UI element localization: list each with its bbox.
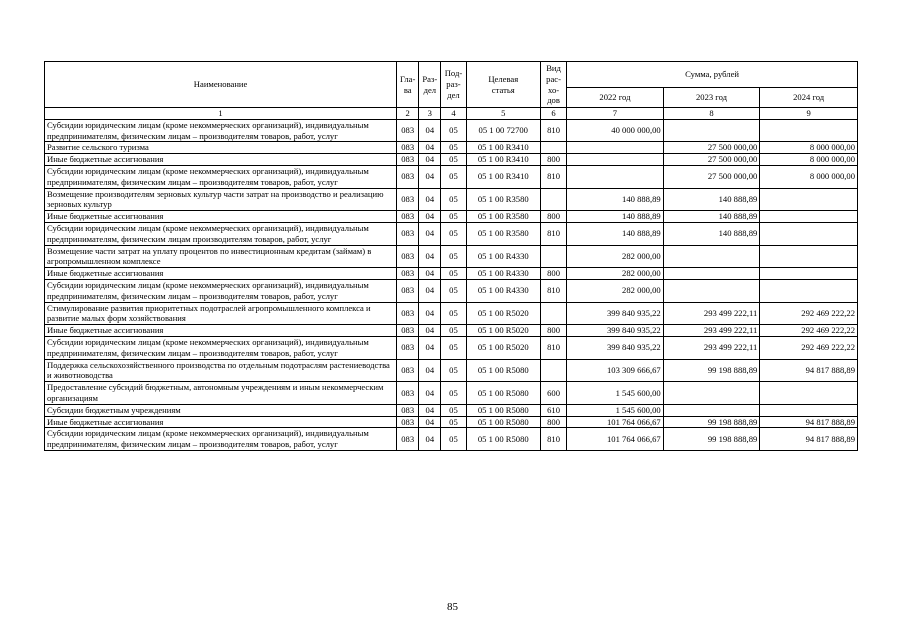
row-celevaya: 05 1 00 R3580 bbox=[466, 222, 540, 245]
row-razdel: 04 bbox=[419, 165, 441, 188]
row-amount-2024 bbox=[760, 382, 858, 405]
row-amount-2023: 99 198 888,89 bbox=[663, 359, 760, 382]
column-number: 4 bbox=[441, 108, 466, 120]
table-row bbox=[45, 211, 858, 223]
row-vid bbox=[540, 142, 566, 154]
row-amount-2024: 292 469 222,22 bbox=[760, 336, 858, 359]
row-glava: 083 bbox=[397, 142, 419, 154]
row-vid: 810 bbox=[540, 222, 566, 245]
row-razdel: 04 bbox=[419, 382, 441, 405]
row-celevaya: 05 1 00 R3410 bbox=[466, 154, 540, 166]
row-amount-2022: 103 309 666,67 bbox=[567, 359, 664, 382]
row-razdel: 04 bbox=[419, 211, 441, 223]
row-amount-2023 bbox=[663, 268, 760, 280]
row-podrazdel: 05 bbox=[441, 382, 466, 405]
row-amount-2022 bbox=[567, 165, 664, 188]
row-amount-2024: 8 000 000,00 bbox=[760, 165, 858, 188]
table-row bbox=[45, 222, 858, 245]
row-amount-2023: 27 500 000,00 bbox=[663, 165, 760, 188]
row-razdel: 04 bbox=[419, 188, 441, 211]
row-amount-2024: 292 469 222,22 bbox=[760, 325, 858, 337]
row-amount-2023: 293 499 222,11 bbox=[663, 302, 760, 325]
row-celevaya: 05 1 00 R3580 bbox=[466, 211, 540, 223]
row-glava: 083 bbox=[397, 404, 419, 416]
row-amount-2022: 399 840 935,22 bbox=[567, 302, 664, 325]
row-razdel: 04 bbox=[419, 325, 441, 337]
row-glava: 083 bbox=[397, 165, 419, 188]
row-celevaya: 05 1 00 R5080 bbox=[466, 359, 540, 382]
row-razdel: 04 bbox=[419, 302, 441, 325]
table-row bbox=[45, 336, 858, 359]
row-name: Стимулирование развития приоритетных подотраслей агропромышленного комплекса и развитие малых форм хозяйствования bbox=[45, 302, 397, 325]
column-number: 6 bbox=[540, 108, 566, 120]
row-vid bbox=[540, 359, 566, 382]
row-glava: 083 bbox=[397, 268, 419, 280]
row-podrazdel: 05 bbox=[441, 211, 466, 223]
row-amount-2022: 140 888,89 bbox=[567, 222, 664, 245]
row-amount-2024 bbox=[760, 279, 858, 302]
row-podrazdel: 05 bbox=[441, 359, 466, 382]
column-number: 7 bbox=[567, 108, 664, 120]
row-razdel: 04 bbox=[419, 119, 441, 142]
row-vid: 810 bbox=[540, 119, 566, 142]
row-glava: 083 bbox=[397, 336, 419, 359]
header-row-1 bbox=[45, 62, 858, 88]
row-razdel: 04 bbox=[419, 428, 441, 451]
row-amount-2024 bbox=[760, 222, 858, 245]
row-celevaya: 05 1 00 R5080 bbox=[466, 382, 540, 405]
row-vid: 800 bbox=[540, 211, 566, 223]
row-name: Субсидии юридическим лицам (кроме некоммерческих организаций), индивидуальным предпринимателям, физическим лицам производителям товаров, работ, услуг bbox=[45, 222, 397, 245]
header-name: Наименование bbox=[45, 62, 397, 108]
table-row bbox=[45, 325, 858, 337]
row-amount-2022: 140 888,89 bbox=[567, 188, 664, 211]
row-name: Иные бюджетные ассигнования bbox=[45, 268, 397, 280]
row-amount-2023: 140 888,89 bbox=[663, 188, 760, 211]
column-number: 8 bbox=[663, 108, 760, 120]
row-amount-2023: 140 888,89 bbox=[663, 222, 760, 245]
row-podrazdel: 05 bbox=[441, 165, 466, 188]
row-amount-2022 bbox=[567, 142, 664, 154]
row-name: Иные бюджетные ассигнования bbox=[45, 154, 397, 166]
row-razdel: 04 bbox=[419, 336, 441, 359]
row-amount-2022 bbox=[567, 154, 664, 166]
row-glava: 083 bbox=[397, 302, 419, 325]
table-row bbox=[45, 416, 858, 428]
row-name: Возмещение производителям зерновых культур части затрат на производство и реализацию зерновых культур bbox=[45, 188, 397, 211]
table-row bbox=[45, 245, 858, 268]
budget-table bbox=[44, 61, 858, 451]
row-razdel: 04 bbox=[419, 222, 441, 245]
row-amount-2022: 399 840 935,22 bbox=[567, 325, 664, 337]
header-year-2022: 2022 год bbox=[567, 88, 664, 108]
row-amount-2024 bbox=[760, 404, 858, 416]
row-amount-2022: 399 840 935,22 bbox=[567, 336, 664, 359]
row-vid: 800 bbox=[540, 154, 566, 166]
row-celevaya: 05 1 00 R3580 bbox=[466, 188, 540, 211]
header-celevaya: Целевая статья bbox=[466, 62, 540, 108]
header-summa: Сумма, рублей bbox=[567, 62, 858, 88]
table-row bbox=[45, 165, 858, 188]
table-row bbox=[45, 302, 858, 325]
row-name: Субсидии юридическим лицам (кроме некоммерческих организаций), индивидуальным предпринимателям, физическим лицам – производителям товаров, работ, услуг bbox=[45, 428, 397, 451]
header-year-2024: 2024 год bbox=[760, 88, 858, 108]
row-amount-2022: 1 545 600,00 bbox=[567, 382, 664, 405]
row-celevaya: 05 1 00 R3410 bbox=[466, 142, 540, 154]
row-podrazdel: 05 bbox=[441, 142, 466, 154]
row-glava: 083 bbox=[397, 359, 419, 382]
row-amount-2023: 293 499 222,11 bbox=[663, 325, 760, 337]
row-celevaya: 05 1 00 R4330 bbox=[466, 245, 540, 268]
table-body bbox=[45, 119, 858, 450]
row-name: Поддержка сельскохозяйственного производства по отдельным подотраслям растениеводства и животноводства bbox=[45, 359, 397, 382]
table-row bbox=[45, 382, 858, 405]
row-celevaya: 05 1 00 72700 bbox=[466, 119, 540, 142]
row-glava: 083 bbox=[397, 222, 419, 245]
row-amount-2023: 27 500 000,00 bbox=[663, 154, 760, 166]
header-vid: Вид рас- хо- дов bbox=[540, 62, 566, 108]
row-vid: 810 bbox=[540, 165, 566, 188]
row-podrazdel: 05 bbox=[441, 279, 466, 302]
row-name: Субсидии юридическим лицам (кроме некоммерческих организаций), индивидуальным предпринимателям, физическим лицам – производителям товаров, работ, услуг bbox=[45, 279, 397, 302]
row-amount-2024 bbox=[760, 119, 858, 142]
row-podrazdel: 05 bbox=[441, 404, 466, 416]
row-amount-2024: 8 000 000,00 bbox=[760, 154, 858, 166]
row-razdel: 04 bbox=[419, 279, 441, 302]
header-year-2023: 2023 год bbox=[663, 88, 760, 108]
row-amount-2022: 101 764 066,67 bbox=[567, 416, 664, 428]
row-glava: 083 bbox=[397, 211, 419, 223]
row-amount-2022: 101 764 066,67 bbox=[567, 428, 664, 451]
row-amount-2022: 140 888,89 bbox=[567, 211, 664, 223]
row-podrazdel: 05 bbox=[441, 245, 466, 268]
row-name: Субсидии юридическим лицам (кроме некоммерческих организаций), индивидуальным предпринимателям, физическим лицам – производителям товаров, работ, услуг bbox=[45, 336, 397, 359]
row-vid: 810 bbox=[540, 428, 566, 451]
row-podrazdel: 05 bbox=[441, 268, 466, 280]
column-number: 2 bbox=[397, 108, 419, 120]
row-amount-2023 bbox=[663, 119, 760, 142]
row-amount-2024: 94 817 888,89 bbox=[760, 416, 858, 428]
row-celevaya: 05 1 00 R5080 bbox=[466, 416, 540, 428]
table-row bbox=[45, 188, 858, 211]
row-podrazdel: 05 bbox=[441, 416, 466, 428]
row-amount-2022: 282 000,00 bbox=[567, 279, 664, 302]
row-amount-2024 bbox=[760, 245, 858, 268]
row-amount-2023: 99 198 888,89 bbox=[663, 416, 760, 428]
row-name: Развитие сельского туризма bbox=[45, 142, 397, 154]
row-vid: 800 bbox=[540, 325, 566, 337]
row-amount-2024 bbox=[760, 188, 858, 211]
row-celevaya: 05 1 00 R5080 bbox=[466, 428, 540, 451]
table-row bbox=[45, 359, 858, 382]
row-podrazdel: 05 bbox=[441, 428, 466, 451]
row-celevaya: 05 1 00 R4330 bbox=[466, 279, 540, 302]
row-podrazdel: 05 bbox=[441, 336, 466, 359]
row-celevaya: 05 1 00 R5020 bbox=[466, 325, 540, 337]
row-amount-2023 bbox=[663, 279, 760, 302]
row-amount-2023 bbox=[663, 404, 760, 416]
row-glava: 083 bbox=[397, 416, 419, 428]
row-amount-2022: 282 000,00 bbox=[567, 268, 664, 280]
row-podrazdel: 05 bbox=[441, 222, 466, 245]
row-celevaya: 05 1 00 R5020 bbox=[466, 336, 540, 359]
row-vid bbox=[540, 188, 566, 211]
row-glava: 083 bbox=[397, 382, 419, 405]
row-glava: 083 bbox=[397, 119, 419, 142]
row-amount-2022: 282 000,00 bbox=[567, 245, 664, 268]
row-podrazdel: 05 bbox=[441, 119, 466, 142]
row-razdel: 04 bbox=[419, 154, 441, 166]
row-glava: 083 bbox=[397, 279, 419, 302]
row-amount-2023: 140 888,89 bbox=[663, 211, 760, 223]
header-podrazdel: Под- раз- дел bbox=[441, 62, 466, 108]
row-vid bbox=[540, 245, 566, 268]
row-name: Иные бюджетные ассигнования bbox=[45, 416, 397, 428]
table-row bbox=[45, 268, 858, 280]
row-name: Иные бюджетные ассигнования bbox=[45, 211, 397, 223]
row-name: Субсидии юридическим лицам (кроме некоммерческих организаций), индивидуальным предпринимателям, физическим лицам – производителям товаров, работ, услуг bbox=[45, 165, 397, 188]
row-name: Субсидии юридическим лицам (кроме некоммерческих организаций), индивидуальным предпринимателям, физическим лицам – производителям товаров, работ, услуг bbox=[45, 119, 397, 142]
row-razdel: 04 bbox=[419, 359, 441, 382]
header-razdel: Раз- дел bbox=[419, 62, 441, 108]
row-amount-2024: 292 469 222,22 bbox=[760, 302, 858, 325]
row-razdel: 04 bbox=[419, 268, 441, 280]
row-glava: 083 bbox=[397, 245, 419, 268]
table-row bbox=[45, 428, 858, 451]
row-amount-2024: 8 000 000,00 bbox=[760, 142, 858, 154]
column-number: 3 bbox=[419, 108, 441, 120]
row-celevaya: 05 1 00 R3410 bbox=[466, 165, 540, 188]
table-row bbox=[45, 154, 858, 166]
row-amount-2023: 293 499 222,11 bbox=[663, 336, 760, 359]
row-podrazdel: 05 bbox=[441, 188, 466, 211]
row-amount-2024: 94 817 888,89 bbox=[760, 428, 858, 451]
row-amount-2024 bbox=[760, 268, 858, 280]
column-number: 9 bbox=[760, 108, 858, 120]
table-row bbox=[45, 119, 858, 142]
row-celevaya: 05 1 00 R4330 bbox=[466, 268, 540, 280]
header-glava: Гла- ва bbox=[397, 62, 419, 108]
row-amount-2023 bbox=[663, 245, 760, 268]
row-razdel: 04 bbox=[419, 142, 441, 154]
row-razdel: 04 bbox=[419, 416, 441, 428]
row-vid: 810 bbox=[540, 279, 566, 302]
table-row bbox=[45, 142, 858, 154]
row-podrazdel: 05 bbox=[441, 302, 466, 325]
row-podrazdel: 05 bbox=[441, 325, 466, 337]
row-vid: 810 bbox=[540, 336, 566, 359]
row-amount-2023: 99 198 888,89 bbox=[663, 428, 760, 451]
row-vid: 600 bbox=[540, 382, 566, 405]
row-amount-2024: 94 817 888,89 bbox=[760, 359, 858, 382]
column-number: 5 bbox=[466, 108, 540, 120]
row-razdel: 04 bbox=[419, 245, 441, 268]
row-glava: 083 bbox=[397, 188, 419, 211]
row-amount-2022: 1 545 600,00 bbox=[567, 404, 664, 416]
row-celevaya: 05 1 00 R5020 bbox=[466, 302, 540, 325]
row-glava: 083 bbox=[397, 325, 419, 337]
row-amount-2024 bbox=[760, 211, 858, 223]
row-name: Иные бюджетные ассигнования bbox=[45, 325, 397, 337]
row-name: Предоставление субсидий бюджетным, автономным учреждениям и иным некоммерческим организациям bbox=[45, 382, 397, 405]
row-amount-2023: 27 500 000,00 bbox=[663, 142, 760, 154]
row-celevaya: 05 1 00 R5080 bbox=[466, 404, 540, 416]
page-number: 85 bbox=[447, 601, 458, 613]
row-glava: 083 bbox=[397, 154, 419, 166]
row-amount-2023 bbox=[663, 382, 760, 405]
column-number-row bbox=[45, 108, 858, 120]
row-podrazdel: 05 bbox=[441, 154, 466, 166]
row-amount-2022: 40 000 000,00 bbox=[567, 119, 664, 142]
row-glava: 083 bbox=[397, 428, 419, 451]
row-razdel: 04 bbox=[419, 404, 441, 416]
row-vid: 800 bbox=[540, 268, 566, 280]
row-name: Возмещение части затрат на уплату процентов по инвестиционным кредитам (займам) в агропромышленном комплексе bbox=[45, 245, 397, 268]
row-vid bbox=[540, 302, 566, 325]
table-row bbox=[45, 404, 858, 416]
row-name: Субсидии бюджетным учреждениям bbox=[45, 404, 397, 416]
row-vid: 610 bbox=[540, 404, 566, 416]
table-row bbox=[45, 279, 858, 302]
column-number: 1 bbox=[45, 108, 397, 120]
row-vid: 800 bbox=[540, 416, 566, 428]
